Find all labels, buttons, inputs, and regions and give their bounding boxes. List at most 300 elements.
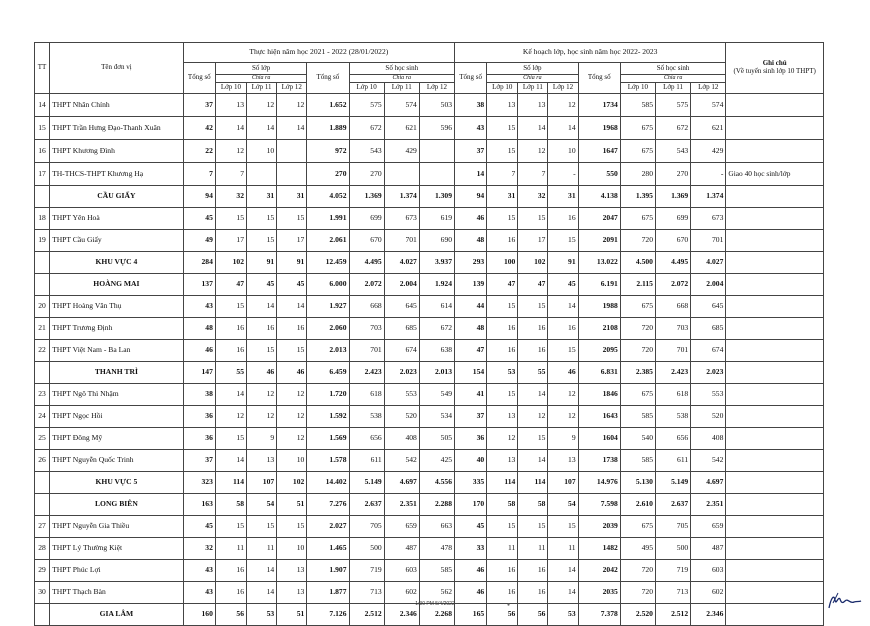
plan-students-grade10-cell: 495 bbox=[620, 538, 655, 560]
note-cell bbox=[726, 516, 824, 538]
plan-classes-total-cell: 139 bbox=[455, 274, 487, 296]
plan-classes-total-cell: 46 bbox=[455, 208, 487, 230]
table-row bbox=[35, 406, 824, 428]
plan-classes-grade10-cell: 16 bbox=[487, 318, 518, 340]
current-students-grade11-cell: 701 bbox=[384, 230, 419, 252]
current-students-grade12-cell: 596 bbox=[419, 117, 454, 140]
current-students-grade12-cell: 1.924 bbox=[419, 274, 454, 296]
current-classes-total-cell: 36 bbox=[183, 406, 215, 428]
current-students-grade10-cell: 4.495 bbox=[349, 252, 384, 274]
plan-students-grade12-cell: 520 bbox=[691, 406, 726, 428]
current-students-grade12-cell: 4.556 bbox=[419, 472, 454, 494]
plan-students-grade10-cell: 720 bbox=[620, 318, 655, 340]
plan-cls-g12: Lớp 12 bbox=[548, 83, 578, 94]
plan-students-grade12-cell: - bbox=[691, 163, 726, 186]
current-students-grade11-cell: 2.023 bbox=[384, 362, 419, 384]
current-students-grade11-cell: 659 bbox=[384, 516, 419, 538]
school-name: TH-THCS-THPT Khương Hạ bbox=[50, 163, 184, 186]
current-classes-total-cell: 323 bbox=[183, 472, 215, 494]
current-classes-grade10-cell: 17 bbox=[215, 230, 246, 252]
plan-students-grade12-cell: 701 bbox=[691, 230, 726, 252]
current-classes-grade12-cell: 12 bbox=[277, 406, 307, 428]
plan-classes-grade12-cell: 15 bbox=[548, 516, 578, 538]
current-classes-total-cell: 38 bbox=[183, 384, 215, 406]
plan-classes-grade12-cell: 9 bbox=[548, 428, 578, 450]
current-classes-grade12-cell: 31 bbox=[277, 186, 307, 208]
plan-student-total-header: Tổng số bbox=[578, 63, 620, 94]
current-students-total-cell: 4.052 bbox=[307, 186, 349, 208]
plan-classes-grade11-cell: 55 bbox=[518, 362, 548, 384]
header-plan-year: Kế hoạch lớp, học sinh năm học 2022- 2023 bbox=[455, 43, 726, 63]
note-title: Ghi chú bbox=[762, 59, 787, 68]
plan-students-total-cell: 1968 bbox=[578, 117, 620, 140]
current-classes-grade10-cell: 47 bbox=[215, 274, 246, 296]
school-name: THPT Ngô Thì Nhậm bbox=[50, 384, 184, 406]
plan-stu-g12: Lớp 12 bbox=[691, 83, 726, 94]
current-students-grade12-cell: 562 bbox=[419, 582, 454, 604]
current-classes-grade12-cell: 15 bbox=[277, 516, 307, 538]
plan-students-grade10-cell: 2.610 bbox=[620, 494, 655, 516]
note-cell bbox=[726, 296, 824, 318]
plan-classes-grade10-cell: 13 bbox=[487, 94, 518, 117]
plan-students-grade11-cell: 575 bbox=[655, 94, 690, 117]
current-classes-grade12-cell: 12 bbox=[277, 428, 307, 450]
plan-classes-grade12-cell: 10 bbox=[548, 140, 578, 163]
row-number: 27 bbox=[35, 516, 50, 538]
plan-students-grade11-cell: 2.423 bbox=[655, 362, 690, 384]
print-timestamp: 1:30 PM 5/4/2022 bbox=[415, 601, 455, 607]
plan-students-grade12-cell: 685 bbox=[691, 318, 726, 340]
plan-students-total-cell: 2042 bbox=[578, 560, 620, 582]
signature-initials bbox=[826, 590, 862, 612]
table-row bbox=[35, 230, 824, 252]
table-row bbox=[35, 296, 824, 318]
plan-classes-grade10-cell: 58 bbox=[487, 494, 518, 516]
plan-classes-total-cell: 14 bbox=[455, 163, 487, 186]
subtotal-row bbox=[35, 362, 824, 384]
current-students-total-cell: 7.276 bbox=[307, 494, 349, 516]
row-number: 29 bbox=[35, 560, 50, 582]
plan-students-total-cell: 1643 bbox=[578, 406, 620, 428]
plan-students-grade11-cell: 270 bbox=[655, 163, 690, 186]
plan-students-grade10-cell: 280 bbox=[620, 163, 655, 186]
current-students-total-cell: 1.578 bbox=[307, 450, 349, 472]
current-students-grade11-cell: 4.027 bbox=[384, 252, 419, 274]
plan-classes-total-cell: 37 bbox=[455, 140, 487, 163]
current-classes-grade10-cell: 12 bbox=[215, 406, 246, 428]
current-classes-grade10-cell: 11 bbox=[215, 538, 246, 560]
current-students-total-cell: 6.000 bbox=[307, 274, 349, 296]
table-row bbox=[35, 450, 824, 472]
plan-students-grade10-cell: 2.520 bbox=[620, 604, 655, 626]
current-students-grade12-cell: 619 bbox=[419, 208, 454, 230]
plan-students-total-cell: 2035 bbox=[578, 582, 620, 604]
current-classes-grade12-cell: 17 bbox=[277, 230, 307, 252]
plan-classes-grade10-cell: 13 bbox=[487, 450, 518, 472]
plan-classes-grade12-cell: 31 bbox=[548, 186, 578, 208]
plan-students-grade12-cell: 4.027 bbox=[691, 252, 726, 274]
current-students-grade11-cell: 2.004 bbox=[384, 274, 419, 296]
district-name: LONG BIÊN bbox=[50, 494, 184, 516]
plan-students-grade12-cell: 2.351 bbox=[691, 494, 726, 516]
plan-classes-grade10-cell: 15 bbox=[487, 384, 518, 406]
current-students-grade11-cell: 1.374 bbox=[384, 186, 419, 208]
plan-students-grade12-cell: 429 bbox=[691, 140, 726, 163]
plan-classes-grade11-cell: 15 bbox=[518, 516, 548, 538]
plan-students-grade11-cell: 2.512 bbox=[655, 604, 690, 626]
plan-students-total-cell: 1738 bbox=[578, 450, 620, 472]
plan-classes-grade12-cell: 107 bbox=[548, 472, 578, 494]
plan-classes-total-cell: 37 bbox=[455, 406, 487, 428]
plan-classes-grade10-cell: 11 bbox=[487, 538, 518, 560]
current-classes-grade11-cell: 46 bbox=[247, 362, 277, 384]
plan-classes-grade10-cell: 16 bbox=[487, 582, 518, 604]
table-row bbox=[35, 208, 824, 230]
current-students-grade12-cell: 3.937 bbox=[419, 252, 454, 274]
plan-students-total-cell: 2091 bbox=[578, 230, 620, 252]
current-classes-total-cell: 22 bbox=[183, 140, 215, 163]
plan-students-grade12-cell: 603 bbox=[691, 560, 726, 582]
plan-students-grade12-cell: 553 bbox=[691, 384, 726, 406]
plan-students-grade10-cell: 5.130 bbox=[620, 472, 655, 494]
current-classes-grade11-cell: 14 bbox=[247, 117, 277, 140]
note-cell: Giao 40 học sinh/lớp bbox=[726, 163, 824, 186]
plan-classes-grade12-cell: 46 bbox=[548, 362, 578, 384]
current-classes-grade11-cell: 10 bbox=[247, 140, 277, 163]
plan-classes-split: Chia ra bbox=[487, 75, 578, 83]
row-number bbox=[35, 494, 50, 516]
row-number: 22 bbox=[35, 340, 50, 362]
current-classes-grade10-cell: 7 bbox=[215, 163, 246, 186]
plan-students-grade12-cell: 1.374 bbox=[691, 186, 726, 208]
plan-classes-grade11-cell: 14 bbox=[518, 384, 548, 406]
current-students-grade11-cell: 429 bbox=[384, 140, 419, 163]
cur-cls-g11: Lớp 11 bbox=[247, 83, 277, 94]
cur-students-split: Chia ra bbox=[349, 75, 455, 83]
plan-classes-grade11-cell: 11 bbox=[518, 538, 548, 560]
plan-classes-total-cell: 293 bbox=[455, 252, 487, 274]
current-students-grade11-cell: 674 bbox=[384, 340, 419, 362]
current-students-grade11-cell: 2.346 bbox=[384, 604, 419, 626]
current-classes-total-cell: 160 bbox=[183, 604, 215, 626]
school-name: THPT Nguyễn Gia Thiều bbox=[50, 516, 184, 538]
plan-classes-total-cell: 154 bbox=[455, 362, 487, 384]
current-students-grade11-cell: 673 bbox=[384, 208, 419, 230]
plan-students-header: Số học sinh bbox=[620, 63, 726, 75]
note-cell bbox=[726, 252, 824, 274]
plan-classes-grade12-cell: 14 bbox=[548, 296, 578, 318]
plan-classes-total-cell: 43 bbox=[455, 117, 487, 140]
current-students-grade10-cell: 670 bbox=[349, 230, 384, 252]
subtotal-row bbox=[35, 186, 824, 208]
current-students-grade11-cell: 2.351 bbox=[384, 494, 419, 516]
plan-students-total-cell: 6.191 bbox=[578, 274, 620, 296]
current-classes-grade10-cell: 15 bbox=[215, 428, 246, 450]
plan-students-total-cell: 14.976 bbox=[578, 472, 620, 494]
school-name: THPT Trương Định bbox=[50, 318, 184, 340]
current-classes-grade12-cell: 45 bbox=[277, 274, 307, 296]
current-students-total-cell: 2.027 bbox=[307, 516, 349, 538]
current-classes-grade12-cell: 91 bbox=[277, 252, 307, 274]
plan-students-total-cell: 550 bbox=[578, 163, 620, 186]
note-cell bbox=[726, 94, 824, 117]
current-classes-total-cell: 42 bbox=[183, 117, 215, 140]
plan-classes-grade11-cell: 32 bbox=[518, 186, 548, 208]
plan-students-grade10-cell: 720 bbox=[620, 560, 655, 582]
current-classes-grade11-cell: 12 bbox=[247, 406, 277, 428]
plan-students-total-cell: 1604 bbox=[578, 428, 620, 450]
plan-students-grade12-cell: 2.023 bbox=[691, 362, 726, 384]
current-students-grade12-cell: 503 bbox=[419, 94, 454, 117]
current-students-grade11-cell: 621 bbox=[384, 117, 419, 140]
plan-classes-grade12-cell: 15 bbox=[548, 230, 578, 252]
current-classes-total-cell: 46 bbox=[183, 340, 215, 362]
plan-students-grade10-cell: 675 bbox=[620, 516, 655, 538]
current-students-grade10-cell: 543 bbox=[349, 140, 384, 163]
current-classes-grade10-cell: 114 bbox=[215, 472, 246, 494]
current-classes-total-cell: 32 bbox=[183, 538, 215, 560]
plan-classes-grade11-cell: 14 bbox=[518, 450, 548, 472]
plan-classes-grade12-cell: 15 bbox=[548, 340, 578, 362]
current-students-total-cell: 2.013 bbox=[307, 340, 349, 362]
plan-students-grade10-cell: 720 bbox=[620, 582, 655, 604]
plan-classes-grade12-cell: 14 bbox=[548, 582, 578, 604]
plan-students-grade10-cell: 2.115 bbox=[620, 274, 655, 296]
current-students-total-cell: 270 bbox=[307, 163, 349, 186]
current-classes-grade11-cell: 107 bbox=[247, 472, 277, 494]
current-students-grade12-cell: 534 bbox=[419, 406, 454, 428]
cur-class-total-header: Tổng số bbox=[183, 63, 215, 94]
current-classes-grade10-cell: 56 bbox=[215, 604, 246, 626]
current-students-grade10-cell: 1.369 bbox=[349, 186, 384, 208]
current-classes-grade12-cell bbox=[277, 140, 307, 163]
current-students-grade12-cell: 638 bbox=[419, 340, 454, 362]
plan-students-grade11-cell: 2.637 bbox=[655, 494, 690, 516]
row-number bbox=[35, 274, 50, 296]
note-cell bbox=[726, 538, 824, 560]
current-classes-grade12-cell: 14 bbox=[277, 296, 307, 318]
current-students-grade11-cell: 408 bbox=[384, 428, 419, 450]
cur-stu-g10: Lớp 10 bbox=[349, 83, 384, 94]
table-row bbox=[35, 117, 824, 140]
current-classes-grade10-cell: 16 bbox=[215, 318, 246, 340]
row-number: 20 bbox=[35, 296, 50, 318]
current-classes-grade12-cell: 51 bbox=[277, 604, 307, 626]
current-classes-grade11-cell: 15 bbox=[247, 208, 277, 230]
plan-classes-grade12-cell: 12 bbox=[548, 406, 578, 428]
plan-students-total-cell: 2095 bbox=[578, 340, 620, 362]
plan-classes-grade11-cell: 13 bbox=[518, 94, 548, 117]
plan-students-grade11-cell: 672 bbox=[655, 117, 690, 140]
current-students-grade10-cell: 538 bbox=[349, 406, 384, 428]
plan-students-grade10-cell: 540 bbox=[620, 428, 655, 450]
plan-students-grade12-cell: 659 bbox=[691, 516, 726, 538]
current-students-grade12-cell: 1.309 bbox=[419, 186, 454, 208]
plan-students-grade11-cell: 5.149 bbox=[655, 472, 690, 494]
school-name: THPT Hoàng Văn Thụ bbox=[50, 296, 184, 318]
table-row bbox=[35, 163, 824, 186]
plan-classes-grade12-cell: 54 bbox=[548, 494, 578, 516]
current-students-total-cell: 972 bbox=[307, 140, 349, 163]
current-students-grade12-cell bbox=[419, 163, 454, 186]
plan-classes-header: Số lớp bbox=[487, 63, 578, 75]
current-students-grade10-cell: 270 bbox=[349, 163, 384, 186]
current-students-grade11-cell: 487 bbox=[384, 538, 419, 560]
current-classes-grade11-cell: 16 bbox=[247, 318, 277, 340]
plan-students-total-cell: 13.022 bbox=[578, 252, 620, 274]
plan-classes-grade12-cell: 13 bbox=[548, 450, 578, 472]
plan-classes-grade12-cell: 14 bbox=[548, 560, 578, 582]
note-cell bbox=[726, 494, 824, 516]
school-name: THPT Nhân Chính bbox=[50, 94, 184, 117]
current-students-grade11-cell bbox=[384, 163, 419, 186]
current-students-total-cell: 1.907 bbox=[307, 560, 349, 582]
current-students-grade10-cell: 672 bbox=[349, 117, 384, 140]
plan-students-grade10-cell: 585 bbox=[620, 94, 655, 117]
cur-students-header: Số học sinh bbox=[349, 63, 455, 75]
plan-students-grade11-cell: 701 bbox=[655, 340, 690, 362]
current-classes-grade12-cell: 102 bbox=[277, 472, 307, 494]
note-subtitle: (Về tuyển sinh lớp 10 THPT) bbox=[733, 67, 816, 75]
plan-students-grade10-cell: 675 bbox=[620, 140, 655, 163]
plan-students-grade11-cell: 668 bbox=[655, 296, 690, 318]
subtotal-row bbox=[35, 494, 824, 516]
plan-students-grade12-cell: 602 bbox=[691, 582, 726, 604]
current-students-total-cell: 7.126 bbox=[307, 604, 349, 626]
plan-students-total-cell: 2108 bbox=[578, 318, 620, 340]
plan-classes-grade12-cell: - bbox=[548, 163, 578, 186]
row-number: 19 bbox=[35, 230, 50, 252]
current-students-total-cell: 1.592 bbox=[307, 406, 349, 428]
note-cell bbox=[726, 384, 824, 406]
current-students-grade12-cell: 672 bbox=[419, 318, 454, 340]
current-classes-grade12-cell: 14 bbox=[277, 117, 307, 140]
plan-classes-grade11-cell: 14 bbox=[518, 117, 548, 140]
table-row bbox=[35, 538, 824, 560]
plan-classes-total-cell: 38 bbox=[455, 94, 487, 117]
plan-classes-total-cell: 94 bbox=[455, 186, 487, 208]
plan-classes-total-cell: 44 bbox=[455, 296, 487, 318]
note-cell bbox=[726, 186, 824, 208]
current-classes-grade12-cell: 10 bbox=[277, 450, 307, 472]
current-classes-grade10-cell: 14 bbox=[215, 117, 246, 140]
plan-students-grade12-cell: 487 bbox=[691, 538, 726, 560]
current-students-grade12-cell: 505 bbox=[419, 428, 454, 450]
plan-classes-grade10-cell: 16 bbox=[487, 560, 518, 582]
current-students-grade11-cell: 553 bbox=[384, 384, 419, 406]
current-students-total-cell: 1.652 bbox=[307, 94, 349, 117]
school-name: THPT Phúc Lợi bbox=[50, 560, 184, 582]
plan-stu-g10: Lớp 10 bbox=[620, 83, 655, 94]
plan-classes-total-cell: 165 bbox=[455, 604, 487, 626]
plan-students-total-cell: 7.598 bbox=[578, 494, 620, 516]
current-classes-total-cell: 137 bbox=[183, 274, 215, 296]
page-mark: ● bbox=[507, 602, 511, 608]
current-classes-grade11-cell: 91 bbox=[247, 252, 277, 274]
current-classes-grade12-cell: 12 bbox=[277, 384, 307, 406]
current-students-total-cell: 1.877 bbox=[307, 582, 349, 604]
current-classes-grade10-cell: 102 bbox=[215, 252, 246, 274]
plan-students-grade12-cell: 574 bbox=[691, 94, 726, 117]
school-name: THPT Ngọc Hồi bbox=[50, 406, 184, 428]
plan-classes-grade11-cell: 114 bbox=[518, 472, 548, 494]
school-name: THPT Trần Hưng Đạo-Thanh Xuân bbox=[50, 117, 184, 140]
plan-classes-total-cell: 48 bbox=[455, 318, 487, 340]
row-number: 18 bbox=[35, 208, 50, 230]
plan-classes-grade10-cell: 56 bbox=[487, 604, 518, 626]
cur-student-total-header: Tổng số bbox=[307, 63, 349, 94]
row-number: 25 bbox=[35, 428, 50, 450]
current-students-total-cell: 1.720 bbox=[307, 384, 349, 406]
current-classes-grade12-cell: 13 bbox=[277, 560, 307, 582]
district-name: KHU VỰC 5 bbox=[50, 472, 184, 494]
plan-students-total-cell: 1846 bbox=[578, 384, 620, 406]
plan-classes-total-cell: 170 bbox=[455, 494, 487, 516]
current-students-grade10-cell: 2.072 bbox=[349, 274, 384, 296]
current-classes-total-cell: 49 bbox=[183, 230, 215, 252]
plan-classes-grade11-cell: 16 bbox=[518, 318, 548, 340]
note-cell bbox=[726, 274, 824, 296]
plan-students-grade11-cell: 656 bbox=[655, 428, 690, 450]
row-number bbox=[35, 362, 50, 384]
plan-students-total-cell: 7.378 bbox=[578, 604, 620, 626]
current-classes-grade10-cell: 55 bbox=[215, 362, 246, 384]
table-body bbox=[35, 94, 824, 626]
current-students-total-cell: 1.991 bbox=[307, 208, 349, 230]
plan-classes-grade11-cell: 102 bbox=[518, 252, 548, 274]
school-name: THPT Lý Thường Kiệt bbox=[50, 538, 184, 560]
current-classes-grade12-cell: 15 bbox=[277, 340, 307, 362]
plan-classes-grade11-cell: 15 bbox=[518, 428, 548, 450]
plan-classes-grade10-cell: 16 bbox=[487, 230, 518, 252]
note-cell bbox=[726, 140, 824, 163]
current-students-grade12-cell: 2.013 bbox=[419, 362, 454, 384]
plan-students-grade12-cell: 674 bbox=[691, 340, 726, 362]
note-cell bbox=[726, 340, 824, 362]
row-number: 28 bbox=[35, 538, 50, 560]
row-number: 21 bbox=[35, 318, 50, 340]
current-students-grade10-cell: 668 bbox=[349, 296, 384, 318]
current-students-grade10-cell: 699 bbox=[349, 208, 384, 230]
plan-classes-grade10-cell: 100 bbox=[487, 252, 518, 274]
district-name: THANH TRÌ bbox=[50, 362, 184, 384]
plan-students-grade12-cell: 408 bbox=[691, 428, 726, 450]
col-tt: TT bbox=[35, 43, 50, 94]
current-classes-total-cell: 43 bbox=[183, 296, 215, 318]
plan-classes-total-cell: 40 bbox=[455, 450, 487, 472]
note-cell bbox=[726, 230, 824, 252]
plan-students-grade11-cell: 618 bbox=[655, 384, 690, 406]
current-students-grade12-cell: 478 bbox=[419, 538, 454, 560]
district-name: CẦU GIẤY bbox=[50, 186, 184, 208]
current-classes-total-cell: 37 bbox=[183, 94, 215, 117]
plan-students-grade10-cell: 675 bbox=[620, 117, 655, 140]
row-number: 17 bbox=[35, 163, 50, 186]
district-name: HOÀNG MAI bbox=[50, 274, 184, 296]
current-classes-grade11-cell: 14 bbox=[247, 560, 277, 582]
plan-classes-grade10-cell: 12 bbox=[487, 428, 518, 450]
current-students-grade12-cell: 2.288 bbox=[419, 494, 454, 516]
school-name: THPT Nguyễn Quốc Trinh bbox=[50, 450, 184, 472]
plan-classes-grade11-cell: 7 bbox=[518, 163, 548, 186]
current-students-grade12-cell: 549 bbox=[419, 384, 454, 406]
plan-classes-total-cell: 45 bbox=[455, 516, 487, 538]
plan-classes-grade11-cell: 47 bbox=[518, 274, 548, 296]
plan-students-grade12-cell: 542 bbox=[691, 450, 726, 472]
current-classes-total-cell: 36 bbox=[183, 428, 215, 450]
note-cell bbox=[726, 428, 824, 450]
current-classes-grade11-cell: 31 bbox=[247, 186, 277, 208]
